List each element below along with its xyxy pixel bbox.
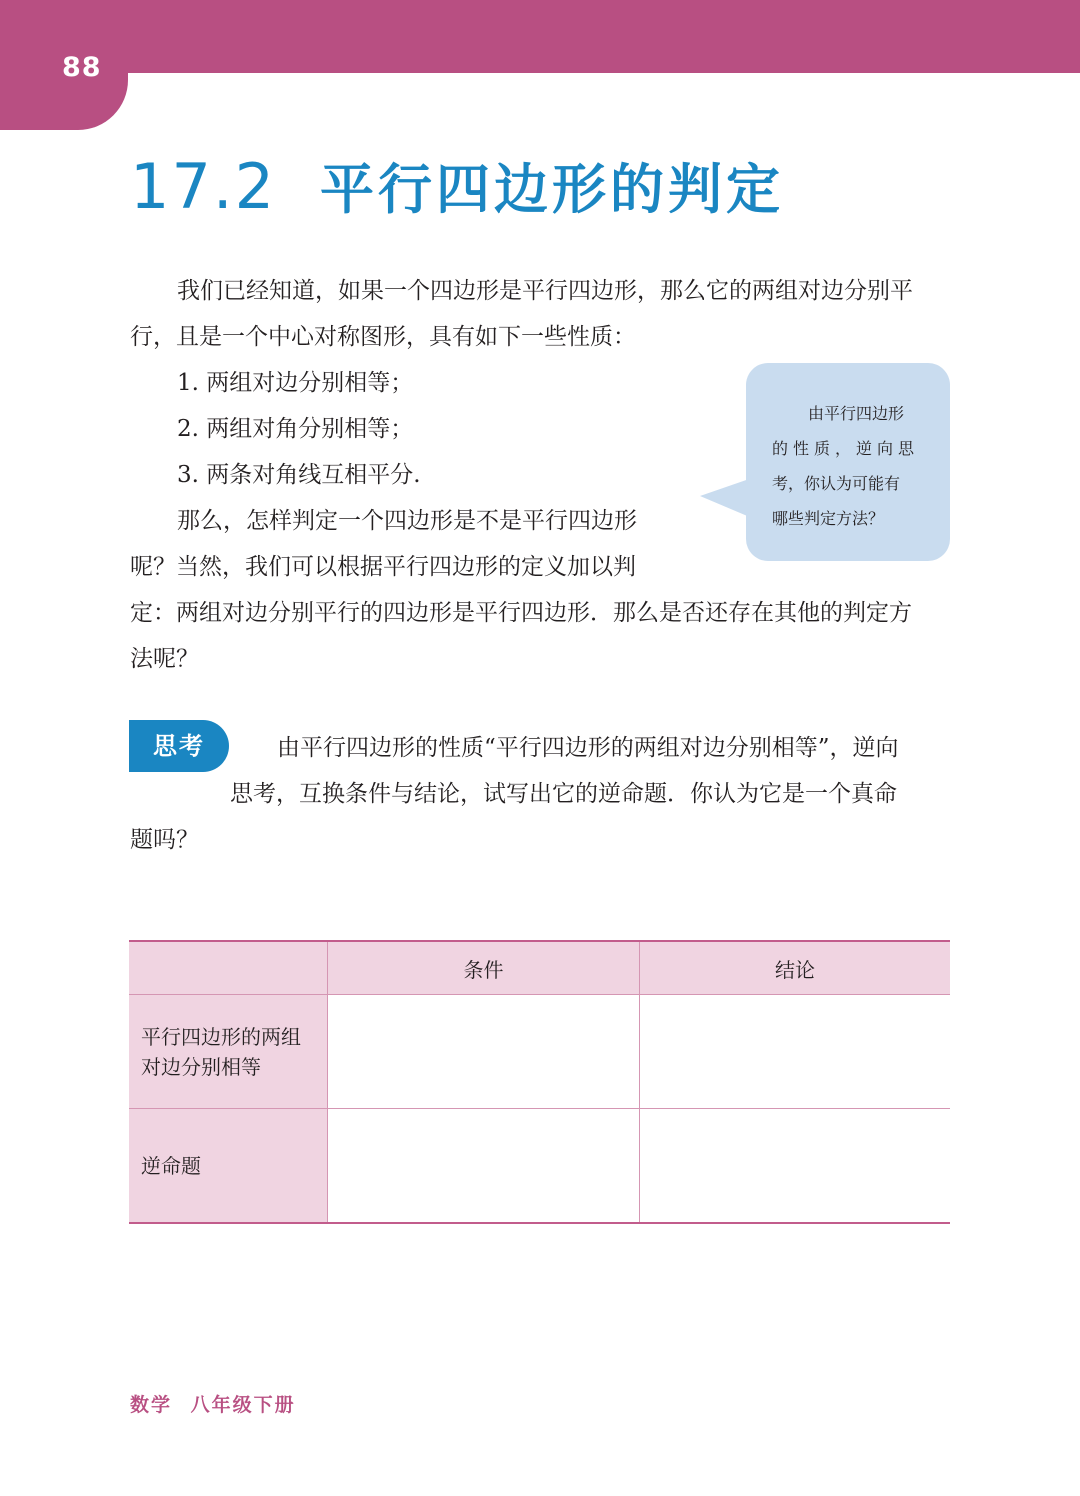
bubble-line-1: 由平行四边形 [808, 404, 905, 423]
page-number: 88 [62, 52, 102, 83]
table-cell-condition[interactable] [328, 995, 640, 1109]
question-line-4: 法呢？ [130, 646, 199, 672]
top-band [0, 0, 1080, 73]
think-line-2: 思考，互换条件与结论，试写出它的逆命题．你认为它是一个真命 [230, 781, 897, 807]
property-item-2: 2. 两组对角分别相等； [177, 416, 414, 442]
bubble-line-2: 的性质，逆向思 [772, 439, 920, 458]
think-label: 思考 [129, 720, 229, 772]
table-row [129, 995, 950, 1109]
row-label-line-1: 逆命题 [141, 1153, 201, 1178]
property-item-3: 3. 两条对角线互相平分. [177, 462, 421, 488]
speech-bubble-text [772, 396, 928, 536]
bubble-line-3: 考，你认为可能有 [772, 474, 901, 493]
speech-bubble-tail [700, 478, 752, 518]
table-row-label [129, 1109, 328, 1224]
table-header-conclusion: 结论 [640, 941, 951, 995]
row-label-line-1: 平行四边形的两组 [141, 1024, 301, 1049]
table-cell-conclusion[interactable] [640, 1109, 951, 1224]
question-line-3: 定：两组对边分别平行的四边形是平行四边形．那么是否还存在其他的判定方 [130, 600, 912, 626]
table-header-condition: 条件 [328, 941, 640, 995]
question-line-1: 那么，怎样判定一个四边形是不是平行四边形 [177, 508, 637, 534]
table-cell-condition[interactable] [328, 1109, 640, 1224]
section-title: 平行四边形的判定 [320, 158, 784, 221]
footer-book-title: 数学 八年级下册 [130, 1394, 296, 1416]
think-line-1: 由平行四边形的性质“平行四边形的两组对边分别相等”，逆向 [277, 735, 899, 761]
section-number: 17.2 [130, 150, 277, 223]
property-item-1: 1. 两组对边分别相等； [177, 370, 414, 396]
table-cell-conclusion[interactable] [640, 995, 951, 1109]
intro-line-2: 行，且是一个中心对称图形，具有如下一些性质： [130, 324, 636, 350]
table-row-label [129, 995, 328, 1109]
row-label-line-2: 对边分别相等 [141, 1054, 261, 1079]
think-line-3: 题吗？ [130, 827, 199, 853]
table-header-empty [129, 941, 328, 995]
table-header-row [129, 941, 950, 995]
intro-line-1: 我们已经知道，如果一个四边形是平行四边形，那么它的两组对边分别平 [177, 278, 913, 304]
table-row [129, 1109, 950, 1224]
question-line-2: 呢？当然，我们可以根据平行四边形的定义加以判 [130, 554, 636, 580]
converse-table [129, 940, 950, 1224]
bubble-line-4: 哪些判定方法？ [772, 509, 885, 528]
